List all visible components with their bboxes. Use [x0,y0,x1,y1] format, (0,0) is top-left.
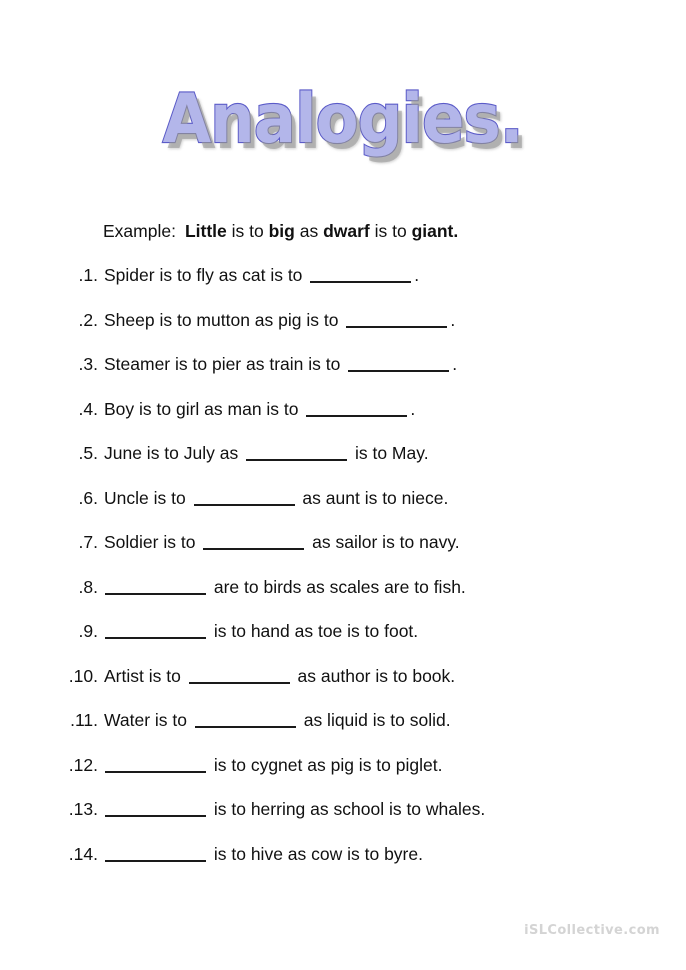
analogy-item [0,442,686,487]
answer-blank[interactable] [189,682,290,684]
answer-blank[interactable] [105,637,206,639]
analogy-item [0,398,686,443]
analogy-item-number: .12. [68,754,98,775]
answer-blank[interactable] [203,548,304,550]
analogy-item-text [104,754,442,776]
analogy-text-before-blank: Water is to [104,710,192,730]
analogy-item-number: .8. [78,576,98,597]
analogy-item [0,309,686,354]
analogy-item-text [104,531,460,553]
page-title: Analogies. [162,80,524,159]
answer-blank[interactable] [195,726,296,728]
analogy-item-text [104,264,419,286]
analogy-item-text [104,487,448,509]
analogy-text-after-blank: as aunt is to niece. [297,487,449,508]
answer-blank[interactable] [346,326,447,328]
analogy-item-text [104,442,429,464]
analogy-item-number: .3. [78,354,98,374]
analogy-item-number: .11. [70,710,98,730]
example-word-giant: giant. [411,221,459,241]
analogy-text-before-blank: Spider is to fly as cat is to [104,265,308,285]
analogy-item-number: .14. [68,843,98,864]
analogy-item-number: .13. [68,799,98,819]
analogy-item [0,843,686,888]
analogy-text-before-blank: Sheep is to mutton as pig is to [104,309,344,330]
example-text-3: is to [369,221,412,241]
analogy-item [0,353,686,398]
analogy-item [0,576,686,621]
analogy-text-before-blank: Steamer is to pier as train is to [104,354,346,374]
analogy-item-text [104,709,451,731]
answer-blank[interactable] [348,370,449,372]
analogy-text-before-blank: June is to July as [104,443,244,463]
analogy-text-after-blank: is to cygnet as pig is to piglet. [209,754,443,775]
analogy-item-number: .7. [78,532,98,552]
answer-blank[interactable] [194,504,295,506]
analogy-text-after-blank: is to hive as cow is to byre. [209,843,423,864]
analogy-item-number: .6. [78,487,98,508]
analogy-text-after-blank: . [450,309,456,330]
answer-blank[interactable] [105,860,206,862]
analogy-text-after-blank: is to May. [350,443,429,463]
analogy-text-before-blank: Soldier is to [104,532,201,552]
analogy-item-text [104,665,455,687]
analogy-item-text [104,576,466,598]
answer-blank[interactable] [105,593,206,595]
example-word-dwarf: dwarf [323,221,370,241]
analogy-text-after-blank: as liquid is to solid. [298,710,451,730]
example-text-2: as [294,221,324,241]
analogy-text-after-blank: is to herring as school is to whales. [209,799,486,819]
analogy-item-text [104,353,457,375]
answer-blank[interactable] [246,459,347,461]
example-line [103,220,686,242]
analogy-text-after-blank: . [452,354,458,374]
analogy-item-number: .5. [78,443,98,463]
analogy-text-after-blank: . [414,265,420,285]
analogy-item [0,264,686,309]
analogy-text-before-blank: Artist is to [104,665,186,686]
analogy-item [0,620,686,665]
watermark: iSLCollective.com [524,923,660,938]
analogy-item [0,798,686,843]
analogy-text-after-blank: are to birds as scales are to fish. [209,576,466,597]
analogy-item [0,754,686,799]
analogy-text-before-blank: Uncle is to [104,487,191,508]
title-area [0,80,686,186]
answer-blank[interactable] [105,771,206,773]
analogy-item-text [104,309,455,331]
analogy-item [0,487,686,532]
analogy-item-text [104,620,418,642]
example-label: Example: [103,221,176,241]
analogy-item-text [104,398,415,420]
analogy-item-number: .4. [78,398,98,419]
analogy-item-number: .10. [68,665,98,686]
analogy-item [0,531,686,576]
analogy-item-number: .1. [78,265,98,285]
answer-blank[interactable] [306,415,407,417]
analogy-text-after-blank: as author is to book. [292,665,456,686]
analogy-item [0,665,686,710]
analogy-item-text [104,798,485,820]
answer-blank[interactable] [105,815,206,817]
analogy-item-list [0,264,686,887]
analogy-text-after-blank: as sailor is to navy. [307,532,460,552]
analogy-text-after-blank: . [410,398,416,419]
analogy-item-number: .2. [78,309,98,330]
answer-blank[interactable] [310,281,411,283]
analogy-item-number: .9. [78,621,98,641]
analogy-item [0,709,686,754]
analogy-text-before-blank: Boy is to girl as man is to [104,398,304,419]
analogy-text-after-blank: is to hand as toe is to foot. [209,621,419,641]
example-word-big: big [268,221,295,241]
analogy-item-text [104,843,423,865]
worksheet-content [0,220,686,887]
example-word-little: Little [184,221,227,241]
example-text-1: is to [226,221,269,241]
